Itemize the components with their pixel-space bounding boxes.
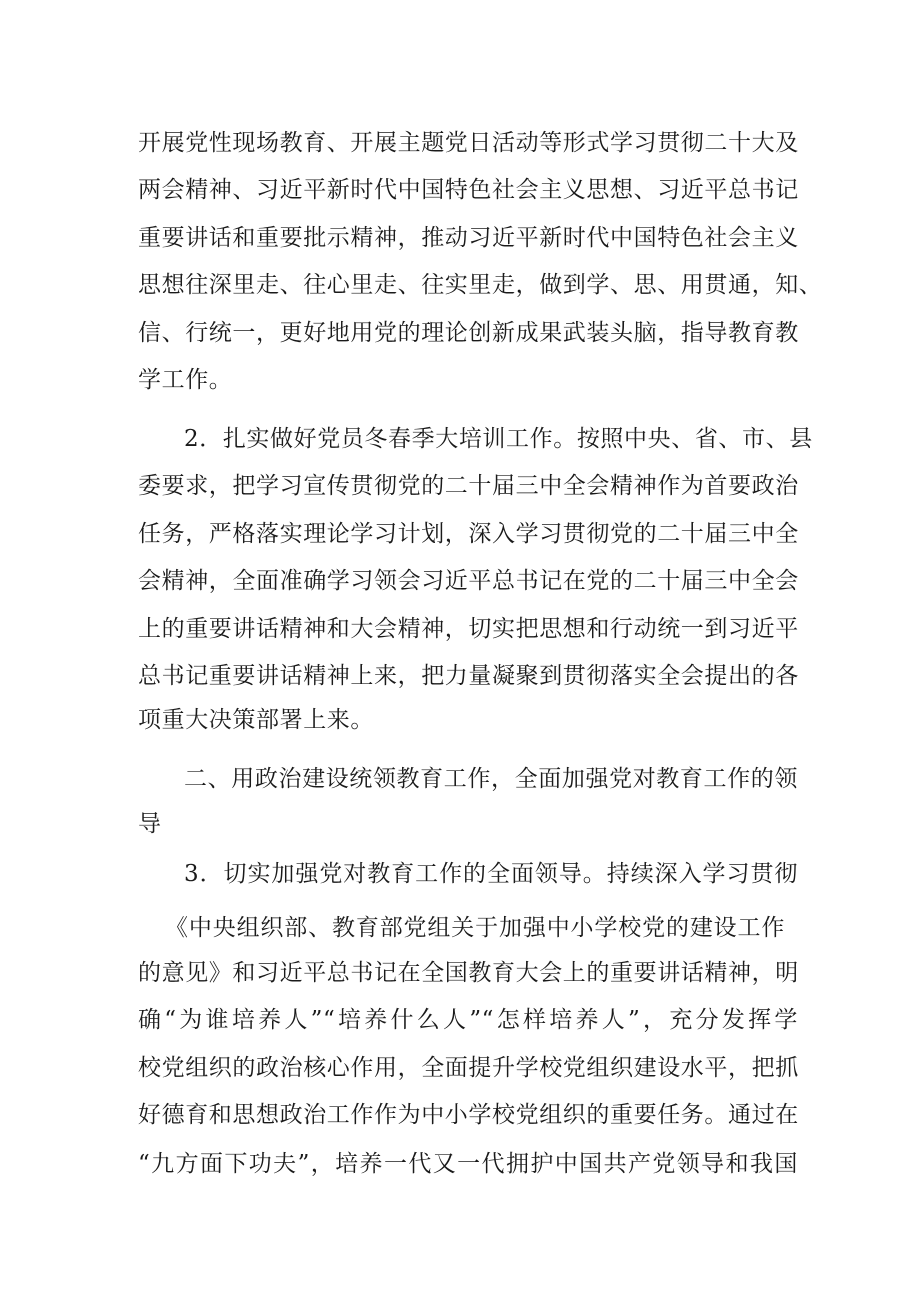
paragraph-heading-3: 3．切实加强党对教育工作的全面领导。持续深入学习贯彻 xyxy=(184,861,798,887)
text-line: 学工作。 xyxy=(138,367,233,393)
section-heading: 二、用政治建设统领教育工作，全面加强党对教育工作的领 xyxy=(184,766,798,792)
text-line: 重要讲话和重要批示精神，推动习近平新时代中国特色社会主义 xyxy=(138,225,799,251)
text-line: 总书记重要讲话精神上来，把力量凝聚到贯彻落实全会提出的各 xyxy=(138,663,799,689)
text-line: 开展党性现场教育、开展主题党日活动等形式学习贯彻二十大及 xyxy=(138,130,799,156)
text-line: 任务，严格落实理论学习计划，深入学习贯彻党的二十届三中全 xyxy=(138,521,799,547)
text-line: “九方面下功夫”，培养一代又一代拥护中国共产党领导和我国 xyxy=(138,1151,798,1177)
section-heading-continued: 导 xyxy=(138,811,162,837)
text-line: 两会精神、习近平新时代中国特色社会主义思想、习近平总书记 xyxy=(138,177,799,203)
text-line: 《中央组织部、教育部党组关于加强中小学校党的建设工作 xyxy=(165,915,785,941)
text-line: 校党组织的政治核心作用，全面提升学校党组织建设水平，把抓 xyxy=(138,1055,799,1081)
text-line: 信、行统一，更好地用党的理论创新成果武装头脑，指导教育教 xyxy=(138,320,799,346)
text-line: 思想往深里走、往心里走、往实里走，做到学、思、用贯通，知、 xyxy=(138,272,823,298)
text-line: 项重大决策部署上来。 xyxy=(138,707,374,733)
text-line: 上的重要讲话精神和大会精神，切实把思想和行动统一到习近平 xyxy=(138,616,799,642)
paragraph-heading-2: 2．扎实做好党员冬春季大培训工作。按照中央、省、市、县 xyxy=(184,426,813,452)
text-line: 会精神，全面准确学习领会习近平总书记在党的二十届三中全会 xyxy=(138,568,799,594)
text-line: 的意见》和习近平总书记在全国教育大会上的重要讲话精神，明 xyxy=(138,960,799,986)
text-line: 好德育和思想政治工作作为中小学校党组织的重要任务。通过在 xyxy=(138,1102,799,1128)
text-line: 委要求，把学习宣传贯彻党的二十届三中全会精神作为首要政治 xyxy=(138,473,799,499)
text-line: 确“为谁培养人”“培养什么人”“怎样培养人”，充分发挥学 xyxy=(138,1007,798,1033)
